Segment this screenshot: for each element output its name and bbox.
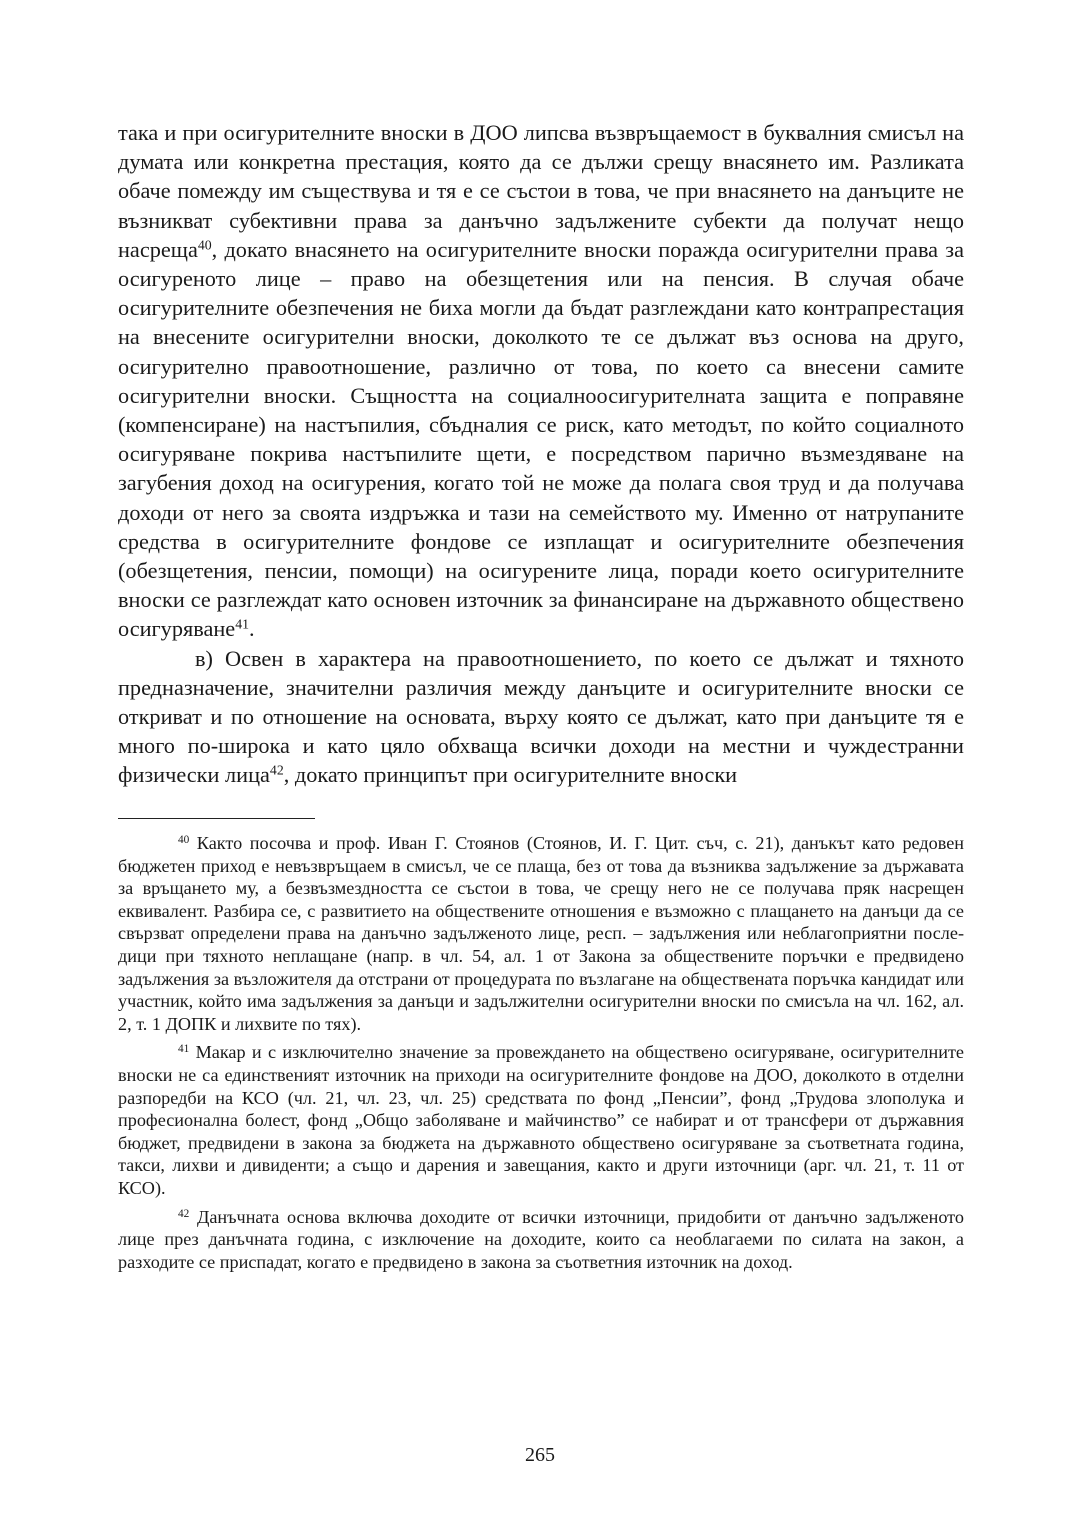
footnote-42 <box>118 1206 964 1274</box>
footnote-41 <box>118 1041 964 1199</box>
paragraph-1-text-cont: , докато внасянето на осигурителните вноски поражда осигурителни права за осигуреното лице – право на обезщетения или на пенсия. В случая обаче осигурителните обезпечения не биха могли да бъдат разглеждани като контрапрестация на внесените осигурителни вноски, доколкото те се дължат въз основа на друго, осигурително правоотношение, различно от това, по което са внесени самите осигурителни вноски. Същността на социалноосигурителната защита е поправяне (компенсиране) на настъпилия, сбъдналия се риск, като методът, по който социалното осигуряване покрива настъпилите щети, е посредством парично възмездяване на загубения доход на осигурения, когато той не може да полага своя труд и да получава доходи от него за своята издръжка и тази на семейството му. Именно от натрупаните средства в осигурителните фондове се изплащат и осигурителните обезпечения (обезщетения, пенсии, помощи) на осигурените лица, поради което осигурителните вноски се разглеждат като основен източник за финансиране на държавното обществено осигуряване <box>118 236 964 642</box>
main-text <box>118 118 964 790</box>
paragraph-1-end: . <box>249 616 255 642</box>
footnote-40 <box>118 832 964 1035</box>
footnote-ref-40[interactable]: 40 <box>197 237 212 253</box>
paragraph-2-text: в) Освен в характера на правоотношението, по което се дължат и тяхното предназначение, значителни различия между данъците и осигурителните вноски се откриват и по отношение на основата, върху която се дължат, като при данъците тя е много по-широка и като цяло обхваща всички доходи на местни и чуждестранни физически лица <box>118 645 964 788</box>
footnote-number: 41 <box>178 1043 190 1056</box>
footnote-number: 42 <box>178 1207 190 1220</box>
footnote-text: Данъчната основа включва доходите от всички източници, придобити от данъчно задълженото лице през данъчната година, с изключение на доходите, които са необлагаеми по силата на закон, а разходите се приспадат, когато е предвидено в закона за съответния източник на доход. <box>118 1206 964 1272</box>
footnote-number: 40 <box>178 833 190 846</box>
paragraph-1 <box>118 118 964 644</box>
footnote-text: Както посочва и проф. Иван Г. Стоянов (Стоянов, И. Г. Цит. съч, с. 21), данъкът като редовен бюджетен приход е невъзвръщаем в смисъл, че се плаща, без от това да възниква задължение за държавата за връщането му, а безвъзмездността се състои в това, че срещу него не се получава пряк насрещен еквивалент. Разбира се, с развитието на обществените отношения е възможно с плащането на данъци да се свързват определени права на данъчно задълженото лице, респ. – задължения или неблагоприятни последици при тяхното неплащане (напр. в чл. 54, ал. 1 от Закона за обществените поръчки е предвидено задължения за възложителя да отстрани от процедурата по възлагане на обществената поръчка кандидат или участник, който има задължения за данъци и задължителни осигурителни вноски по смисъла на чл. 162, ал. 2, т. 1 ДОПК и лихвите по тях). <box>118 833 964 1034</box>
page-number: 265 <box>525 1444 555 1466</box>
footnote-text: Макар и с изключително значение за провеждането на обществено осигуряване, осигурителните вноски не са единственият източник на приходи на осигурителните фондове на ДОО, доколкото в отделни разпоредби на КСО (чл. 21, чл. 23, чл. 25) средствата по фонд „Пенсии”, фонд „Трудова злополука и професионална болест, фонд „Общо заболяване и майчинство” се набират и от трансфери от държавния бюджет, предвидени в закона за бюджета на държавното обществено осигуряване за съответната година, такси, лихви и дивиденти; а също и дарения и завещания, както и други източници (арг. чл. 21, т. 11 от КСО). <box>118 1042 964 1198</box>
footnotes <box>118 832 964 1279</box>
paragraph-1-text: така и при осигурителните вноски в ДОО липсва възвръщаемост в буквалния смисъл на думата или конкретна престация, която да се дължи срещу внасянето им. Разликата обаче помежду им съществува и тя е се състои в това, че при внасянето на данъците не възникват субективни права за данъчно задължените субекти да получат нещо насреща <box>118 120 964 262</box>
paragraph-2 <box>118 644 964 790</box>
footnote-ref-41[interactable]: 41 <box>235 616 250 632</box>
paragraph-2-text-cont: , докато принципът при осигурителните вноски <box>283 762 738 788</box>
footnote-ref-42[interactable]: 42 <box>269 762 284 778</box>
footnote-separator <box>118 818 315 819</box>
